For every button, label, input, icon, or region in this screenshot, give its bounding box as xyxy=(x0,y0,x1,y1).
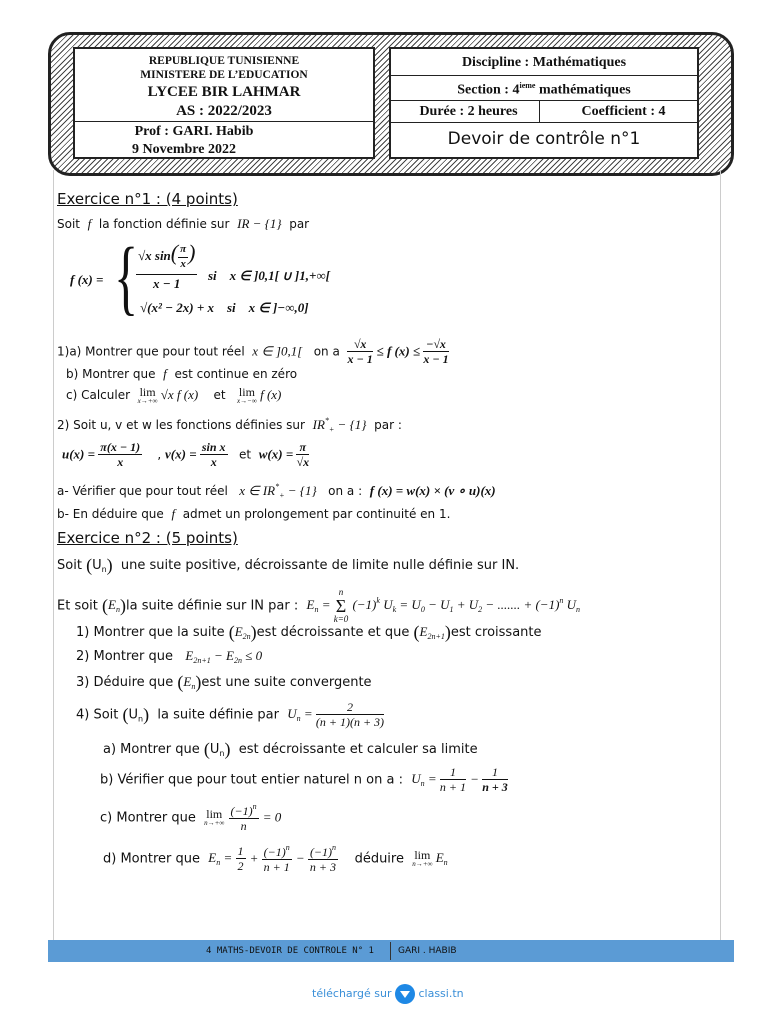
prof-name: Prof : GARI. Habib xyxy=(134,124,254,139)
ex2-q3: 3) Déduire que $(E_n)est$ une suite convergente xyxy=(76,672,372,692)
ex2-q4d: d) Montrer que $E_n$ = $\frac{1}{2}$ + $\frac{(-1)^n}{n + 1}$ − $\frac{(-1)^n}{n + 3}$ déduire lim n→+∞ $E_n$ xyxy=(103,843,448,875)
section-label: Section : 4ieme mathématiques xyxy=(457,81,631,98)
republic-label: REPUBLIQUE TUNISIENNE xyxy=(148,55,300,67)
exam-info-box xyxy=(389,47,699,159)
ex2-q4c: c) Montrer que lim n→+∞ $\frac{(-1)^n}{n}$ = 0 xyxy=(100,802,282,834)
ex2-line2: Et soit $(E_n)la$ suite définie sur IN par : $E_n$ = n Σ k=0 $(-1)^k$ $U_k = U_0 - U_1 + U_2$ − ....... + $(-1)^n$ $U_n$ xyxy=(57,587,581,624)
function-definition: f (x) = { √x sin( $\frac{\pi}{x}$ ) x − 1 si x ∈ ]0,1[ ∪ ]1,+∞[ √(x² − 2x) + x si x ∈ ]−∞,0] xyxy=(70,231,331,324)
ex1-uvw: u(x) = $\frac{\pi(x - 1)}{x}$ , v(x) = $\frac{\text{sin x}}{x}$ et w(x) = $\frac{\pi}{√x}$ xyxy=(62,440,310,470)
page-border-right xyxy=(720,170,721,940)
discipline-label: Discipline : Mathématiques xyxy=(461,55,627,70)
ex1-q1b: b) Montrer que f est continue en zéro xyxy=(66,366,298,381)
header-frame xyxy=(48,32,734,176)
ex2-q4b: b) Vérifier que pour tout entier naturel n on a : $U_n$ = $\frac{1}{n + 1}$ − $\frac{1}{n + 3}$ xyxy=(100,765,508,795)
ministry-label: MINISTERE DE L’EDUCATION xyxy=(140,69,308,81)
footer-left-text: 4 MATHS-DEVOIR DE CONTROLE N° 1 xyxy=(206,946,374,956)
divider xyxy=(390,942,391,960)
ex1-qb: b- En déduire que f admet un prolongement par continuité en 1. xyxy=(57,506,451,521)
classi-logo-icon xyxy=(395,984,415,1004)
ex2-q4a: a) Montrer que $(U_n)$ est décroissante et calculer sa limite xyxy=(103,739,478,759)
ex1-qa: a- Vérifier que pour tout réel x ∈ $IR^*_+ - \{1\}$ on a : f (x) = w(x) × (v ∘ u)(x) xyxy=(57,482,496,500)
formula: √x sin( $\frac{\pi}{x}$ ) x − 1 xyxy=(138,240,196,291)
watermark-text: téléchargé sur xyxy=(312,987,392,1000)
school-name: LYCEE BIR LAHMAR xyxy=(147,84,301,100)
exam-title: Devoir de contrôle n°1 xyxy=(447,129,641,149)
divider xyxy=(391,122,697,123)
divider xyxy=(75,121,373,122)
ex2-q4: 4) Soit $(U_n)$ la suite définie par $U_n$ = $\frac{2}{(n + 1)(n + 3)}$ xyxy=(76,700,385,730)
ex2-q1: 1) Montrer que la suite $(E_{2n})est$ décroissante et que $(E_{2n+1})est$ croissante xyxy=(76,622,542,642)
ex1-q1a: 1)a) Montrer que pour tout réel x ∈ ]0,1[ on a $\frac{√x}{x - 1}$ ≤ f (x) ≤ $\frac{-√x}{x - 1}$ xyxy=(57,337,449,367)
divider xyxy=(391,75,697,76)
page-border-left xyxy=(53,170,54,940)
school-year: AS : 2022/2023 xyxy=(176,103,272,119)
footer-bar xyxy=(48,940,734,962)
ex2-q2: 2) Montrer que $E_{2n+1} - E_{2n} \le 0$ xyxy=(76,648,263,665)
divider xyxy=(539,100,540,122)
footer-right-text: GARI . HABIB xyxy=(398,946,457,956)
duration-label: Durée : 2 heures xyxy=(419,104,518,119)
watermark[interactable] xyxy=(312,984,464,1004)
school-info-box xyxy=(73,47,375,159)
divider xyxy=(391,100,697,101)
ex1-intro: Soit f la fonction définie sur IR − {1} par xyxy=(57,216,310,231)
ex1-q1c: c) Calculer lim x→+∞ √x f (x) et lim x→−∞ f (x) xyxy=(66,385,282,405)
ex2-line1: Soit $(U_n)$ une suite positive, décroissante de limite nulle définie sur IN. xyxy=(57,555,520,575)
ex1-q2: 2) Soit u, v et w les fonctions définies sur $IR^*_+ - \{1\}$ par : xyxy=(57,416,402,434)
watermark-site: classi.tn xyxy=(418,987,464,1000)
exercise-1-heading: Exercice n°1 : (4 points) xyxy=(57,190,238,208)
coefficient-label: Coefficient : 4 xyxy=(581,104,666,119)
exam-date: 9 Novembre 2022 xyxy=(132,142,236,157)
exercise-2-heading: Exercice n°2 : (5 points) xyxy=(57,529,238,547)
